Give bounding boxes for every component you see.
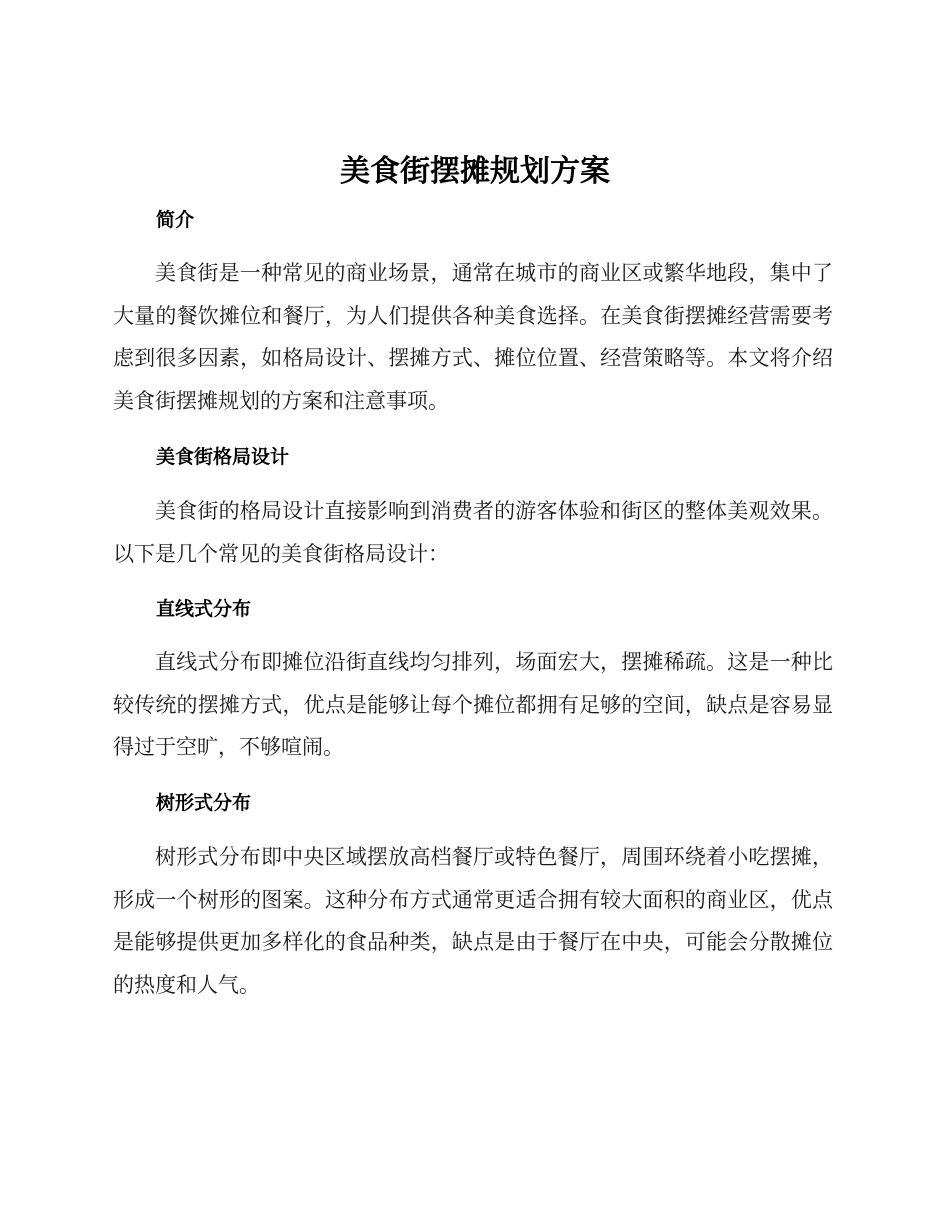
section-heading-intro: 简介	[156, 209, 195, 231]
section-paragraph-tree: 树形式分布即中央区域摆放高档餐厅或特色餐厅，周围环绕着小吃摆摊，形成一个树形的图案。这种分布方式通常更适合拥有较大面积的商业区，优点是能够提供更加多样化的食品种类，缺点是由于餐厅在中央，可能会分散摊位的热度和人气。	[113, 845, 833, 997]
section-paragraph-linear: 直线式分布即摊位沿街直线均匀排列，场面宏大，摆摊稀疏。这是一种比较传统的摆摊方式，优点是能够让每个摊位都拥有足够的空间，缺点是容易显得过于空旷，不够喧闹。	[113, 650, 833, 759]
section-paragraph-layout-design: 美食街的格局设计直接影响到消费者的游客体验和街区的整体美观效果。以下是几个常见的美食街格局设计：	[113, 499, 833, 566]
section-heading-linear: 直线式分布	[156, 598, 252, 620]
section-heading-tree: 树形式分布	[156, 792, 252, 814]
section-paragraph-intro: 美食街是一种常见的商业场景，通常在城市的商业区或繁华地段，集中了大量的餐饮摊位和餐厅，为人们提供各种美食选择。在美食街摆摊经营需要考虑到很多因素，如格局设计、摆摊方式、摊位位置、经营策略等。本文将介绍美食街摆摊规划的方案和注意事项。	[113, 261, 833, 413]
document-title: 美食街摆摊规划方案	[340, 154, 610, 189]
section-heading-layout-design: 美食街格局设计	[156, 446, 290, 468]
